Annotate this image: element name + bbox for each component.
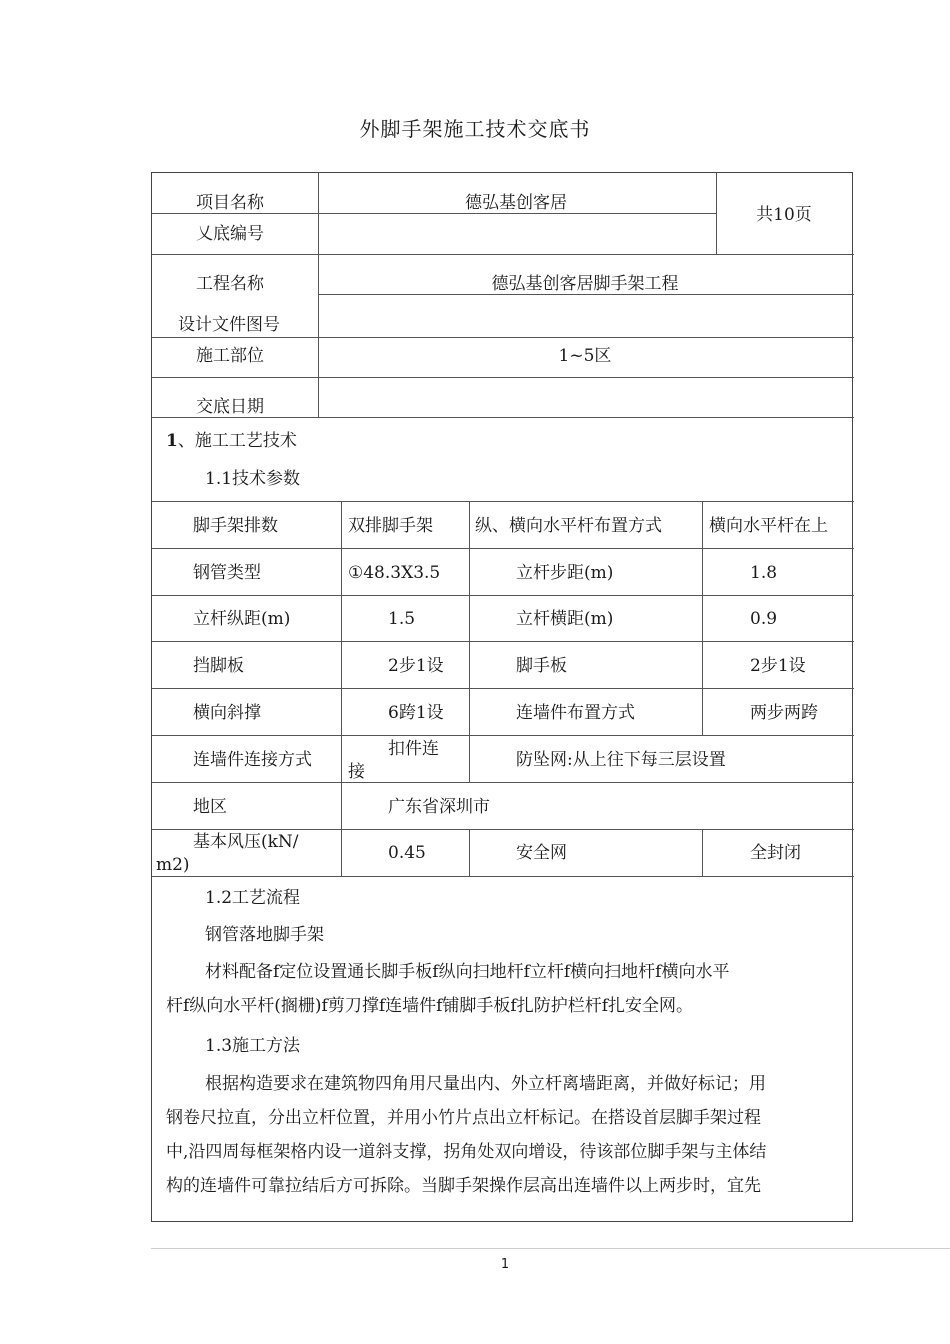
param-label-line: m2) — [156, 855, 190, 875]
param-value: ①48.3X3.5 — [348, 563, 441, 583]
method-paragraph — [166, 1067, 846, 1203]
param-label: 地区 — [193, 797, 227, 817]
row-divider — [152, 254, 854, 255]
param-value: 1.5 — [388, 609, 416, 629]
subsection-1-3: 1.3施工方法 — [205, 1036, 301, 1056]
param-value: 广东省深圳市 — [388, 797, 490, 817]
col-divider — [469, 501, 470, 782]
subsection-1-1: 1.1技术参数 — [205, 469, 301, 489]
row-divider — [152, 595, 854, 596]
paragraph-line: 中,沿四周每框架格内设一道斜支撑，拐角处双向增设，待该部位脚手架与主体结 — [166, 1142, 767, 1162]
param-label: 安全网 — [516, 843, 567, 863]
col-divider — [341, 501, 342, 876]
row-divider — [152, 337, 854, 338]
paragraph-line: 材料配备f定位设置通长脚手板f纵向扫地杆f立杆f横向扫地杆f横向水平 — [205, 962, 730, 982]
row-divider — [152, 876, 854, 877]
subsection-1-2: 1.2工艺流程 — [205, 888, 301, 908]
paragraph-line: 杆f纵向水平杆(搁栅)f剪刀撑f连墙件f铺脚手板f扎防护栏杆f扎安全网。 — [166, 996, 694, 1016]
row-divider — [152, 501, 854, 502]
param-label: 钢管类型 — [193, 563, 261, 583]
project-name-value: 德弘基创客居 — [465, 193, 567, 213]
param-value: 6跨1设 — [388, 703, 444, 723]
page-number: 1 — [500, 1257, 510, 1272]
row-divider — [318, 294, 854, 295]
param-value: 横向水平杆在上 — [709, 516, 828, 536]
param-value: 1.8 — [750, 563, 778, 583]
row-divider — [152, 735, 854, 736]
param-value: 两步两跨 — [750, 703, 818, 723]
param-label-line: 基本风压(kN/ — [193, 832, 299, 852]
process-flow-paragraph — [166, 955, 846, 1023]
row-divider — [152, 377, 854, 378]
row-divider — [152, 548, 854, 549]
paragraph-line: 根据构造要求在建筑物四角用尺量出内、外立杆离墙距离，并做好标记；用 — [205, 1074, 766, 1094]
paragraph-line: 钢卷尺拉直，分出立杆位置，并用小竹片点出立杆标记。在搭设首层脚手架过程 — [166, 1108, 761, 1128]
row-divider — [152, 782, 854, 783]
param-label: 立杆横距(m) — [516, 609, 614, 629]
date-label: 交底日期 — [196, 397, 264, 417]
param-value: 全封闭 — [750, 843, 801, 863]
row-divider — [152, 213, 716, 214]
row-divider — [152, 829, 854, 830]
param-value-line: 接 — [348, 762, 365, 782]
section-heading: 1、施工工艺技术 — [166, 431, 297, 451]
param-label: 脚手板 — [516, 656, 567, 676]
param-label: 立杆步距(m) — [516, 563, 614, 583]
engineering-name-label: 工程名称 — [196, 274, 264, 294]
paragraph-line: 构的连墙件可靠拉结后方可拆除。当脚手架操作层高出连墙件以上两步时，宜先 — [166, 1176, 761, 1196]
param-value: 2步1设 — [388, 656, 444, 676]
param-value: 双排脚手架 — [348, 516, 433, 536]
param-label: 脚手架排数 — [193, 516, 278, 536]
param-label: 挡脚板 — [193, 656, 244, 676]
doc-no-label: 乂底编号 — [196, 224, 264, 244]
row-divider — [152, 641, 854, 642]
param-value: 0.9 — [750, 609, 778, 629]
col-divider — [469, 829, 470, 876]
engineering-name-value: 德弘基创客居脚手架工程 — [491, 274, 679, 294]
param-note: 防坠网:从上往下每三层设置 — [516, 750, 726, 770]
row-divider — [152, 688, 854, 689]
param-label: 纵、横向水平杆布置方式 — [475, 516, 662, 536]
location-value: 1~5区 — [558, 346, 612, 366]
param-label: 连墙件布置方式 — [516, 703, 635, 723]
param-value: 0.45 — [388, 843, 426, 863]
param-label: 立杆纵距(m) — [193, 609, 291, 629]
param-value-line: 扣件连 — [388, 739, 439, 759]
col-divider — [702, 829, 703, 876]
footer-divider — [151, 1248, 950, 1249]
scaffold-type: 钢管落地脚手架 — [205, 925, 324, 945]
param-label: 横向斜撑 — [193, 703, 261, 723]
design-doc-no-label: 设计文件图号 — [178, 315, 280, 335]
param-value: 2步1设 — [750, 656, 806, 676]
param-label: 连墙件连接方式 — [193, 750, 312, 770]
page-count: 共10页 — [756, 205, 812, 225]
document-title: 外脚手架施工技术交底书 — [359, 117, 591, 141]
row-divider — [152, 417, 854, 418]
col-divider — [702, 501, 703, 735]
project-name-label: 项目名称 — [196, 193, 264, 213]
location-label: 施工部位 — [196, 346, 264, 366]
